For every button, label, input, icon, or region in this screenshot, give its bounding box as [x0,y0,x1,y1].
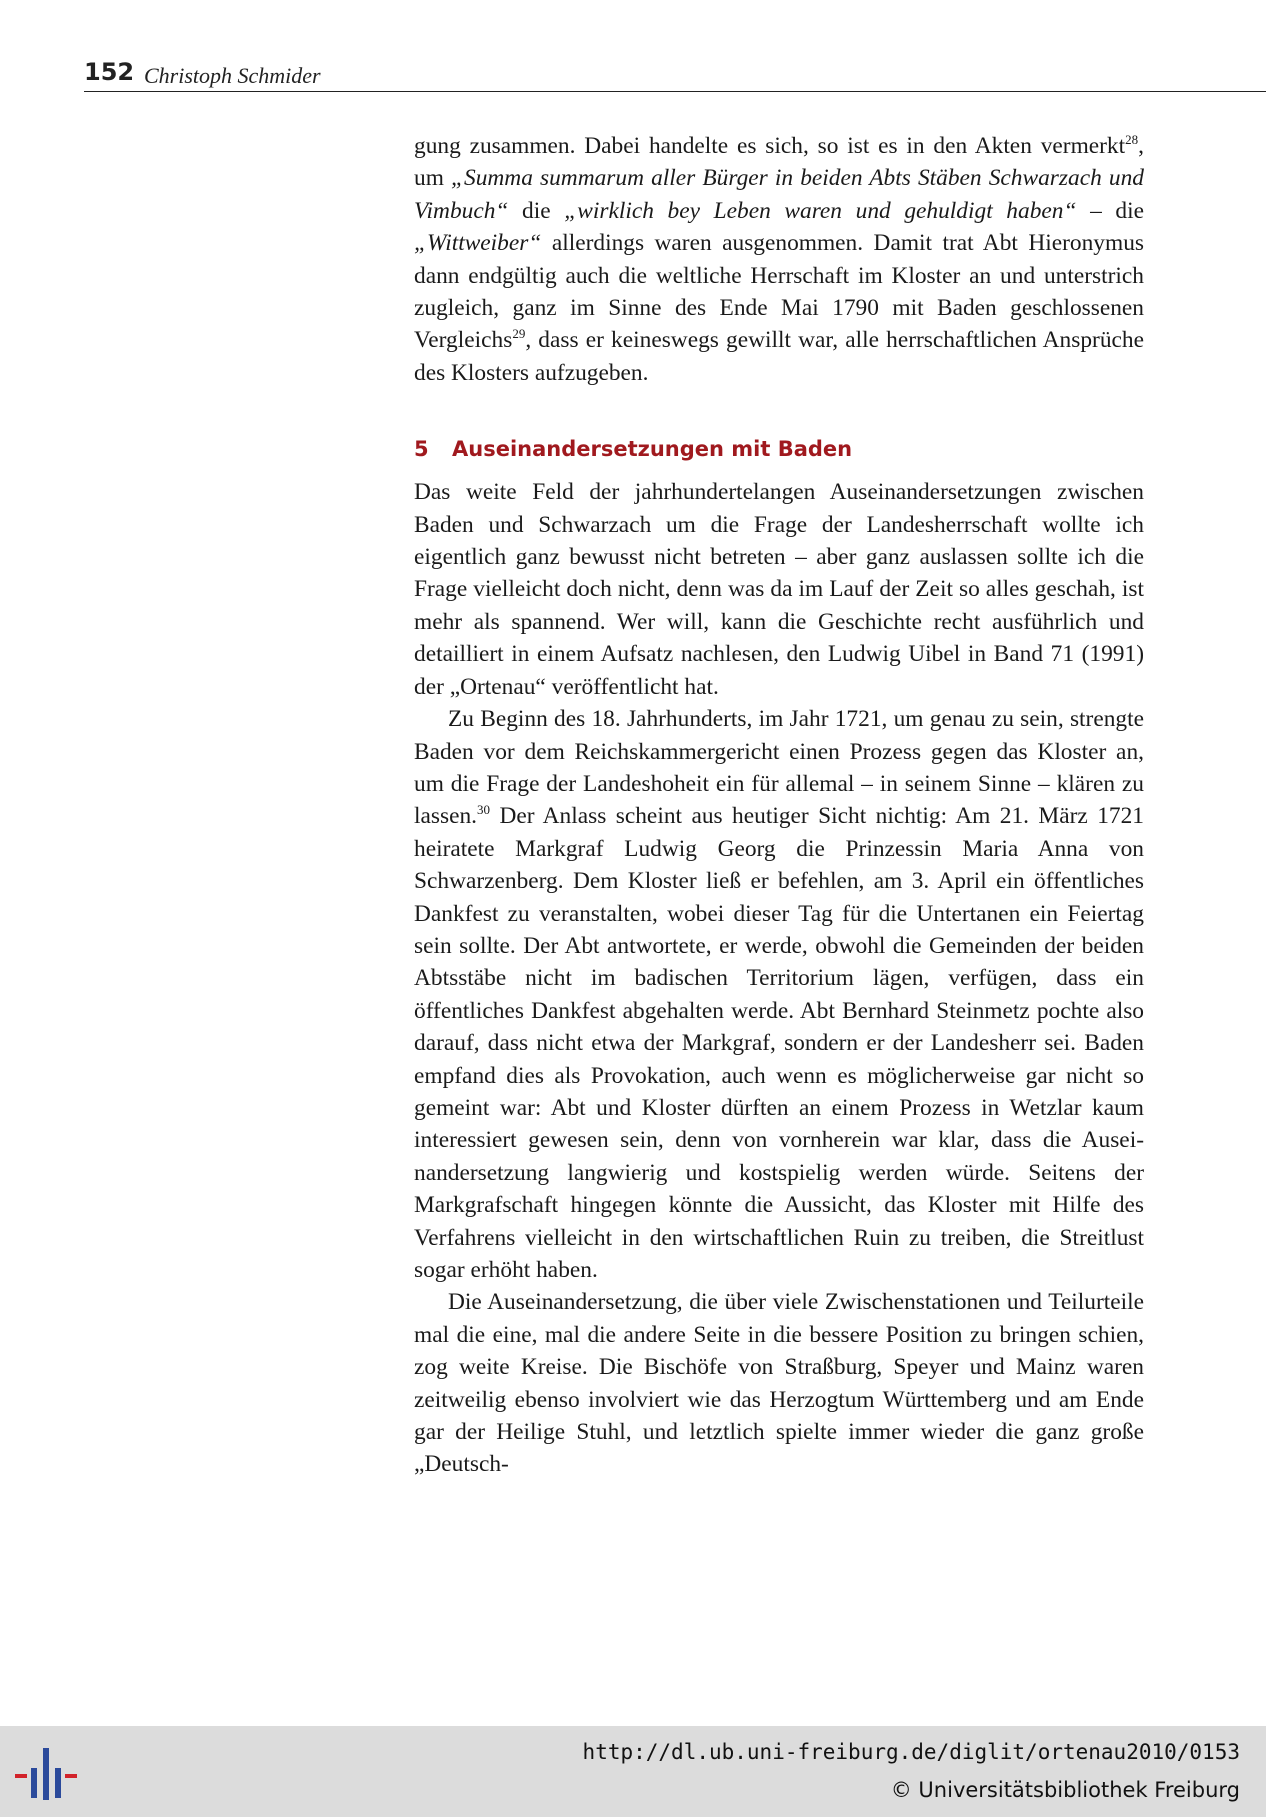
paragraph-4: Die Auseinandersetzung, die über viele Zwischenstationen und Teilurteile mal die eine, mal die andere Seite in die bessere Position zu bringen schien, zog weite Kreise. Die Bischöfe von Straßburg, Speyer und Mainz waren zeitweilig ebenso involviert wie das Herzogtum Württemberg und am Ende gar der Heilige Stuhl, und letztlich spielte immer wieder die ganz große „Deutsch- [414,1289,1144,1478]
text-run: , um [414,133,1144,192]
footnote-ref-30: 30 [477,802,491,818]
text-run: Der Anlass scheint aus heutiger Sicht nichtig: Am 21. März 1721 heiratete Markgraf Ludwig Georg die Prinzessin Maria Anna von Schwarzenberg. Dem Kloster ließ er befehlen, am 3. April ein öffentliches Dankfest zu veranstalten, wobei dieser Tag für die Untertanen ein Feiertag sein sollte. Der Abt antwortete, er werde, obwohl die Gemeinden der beiden Abtsstäbe nicht im badischen Territorium lägen, verfügen, dass ein öffentliches Dankfest abgehalten werde. Abt Bernhard Steinmetz pochte also darauf, dass nicht etwa der Markgraf, sondern er der Landesherr sei. Baden empfand dies als Provokation, auch wenn es möglicherweise gar nicht so gemeint war: Abt und Kloster dürften an einem Prozess in Wetzlar kaum interessiert gewesen sein, denn von vornherein war klar, dass die Auseinandersetzung langwierig und kostspielig werden würde. Seitens der Markgrafschaft hingegen könnte die Aussicht, das Kloster mit Hilfe des Verfahrens vielleicht in den wirtschaftlichen Ruin zu treiben, die Streitlust sogar erhöht haben. [414,803,1144,1283]
page-number: 152 [84,58,135,86]
quote-wittweiber: „Wittweiber“ [414,230,542,257]
quote-gehuldigt: „wirklich bey Leben waren und gehuldigt haben“ [564,197,1077,224]
ub-freiburg-logo-icon [15,1744,79,1804]
footer-band [0,1726,1266,1817]
main-text [414,130,1144,1481]
text-run: Zu Beginn des 18. Jahrhunderts, im Jahr 1721, um genau zu sein, strengte Baden vor dem Reichskammergericht einen Prozess gegen das Kloster an, um die Frage der Landeshoheit ein für allemal – in seinem Sinne – klären zu lassen. [414,706,1144,830]
text-run: gung zusammen. Dabei handelte es sich, so ist es in den Akten vermerkt [414,133,1126,159]
text-run: – die [1076,197,1144,224]
section-heading [414,435,1144,463]
footnote-ref-28: 28 [1125,132,1139,147]
section-title: Auseinandersetzungen mit Baden [452,437,853,462]
text-run: , dass er keineswegs gewillt war, alle herrschaftlichen Ansprüche des Klosters aufzugeben. [414,327,1144,386]
paragraph-1 [414,130,1144,389]
footer-copyright: © Universitätsbibliothek Freiburg [890,1778,1240,1802]
footer-url-link[interactable]: http://dl.ub.uni-freiburg.de/diglit/ortenau2010/0153 [582,1740,1240,1764]
quote-summa: „Summa summarum aller Bürger in beiden Abts Stäben Schwarzach und Vimbuch“ [414,165,1144,224]
running-head-author: Christoph Schmider [144,63,321,88]
text-run: allerdings waren ausgenommen. Damit trat Abt Hieronymus dann endgültig auch die weltliche Herrschaft im Kloster an und unterstrich zugleich, ganz im Sinne des Ende Mai 1790 mit Baden geschlossenen Vergleichs [414,230,1144,354]
footnote-ref-29: 29 [512,326,526,342]
section-number: 5 [414,437,429,462]
paragraph-3 [414,703,1144,1286]
running-head [84,58,1266,92]
paragraph-2: Das weite Feld der jahrhundertelangen Auseinandersetzungen zwischen Baden und Schwarzach um die Frage der Landesherrschaft wollte ich eigentlich ganz bewusst nicht betreten – aber ganz auslassen sollte ich die Frage vielleicht doch nicht, denn was da im Lauf der Zeit so alles geschah, ist mehr als spannend. Wer will, kann die Geschichte recht ausführlich und detailliert in einem Aufsatz nachlesen, den Ludwig Uibel in Band 71 (1991) der „Ortenau“ veröffentlicht hat. [414,479,1144,700]
text-run: die [508,197,565,224]
